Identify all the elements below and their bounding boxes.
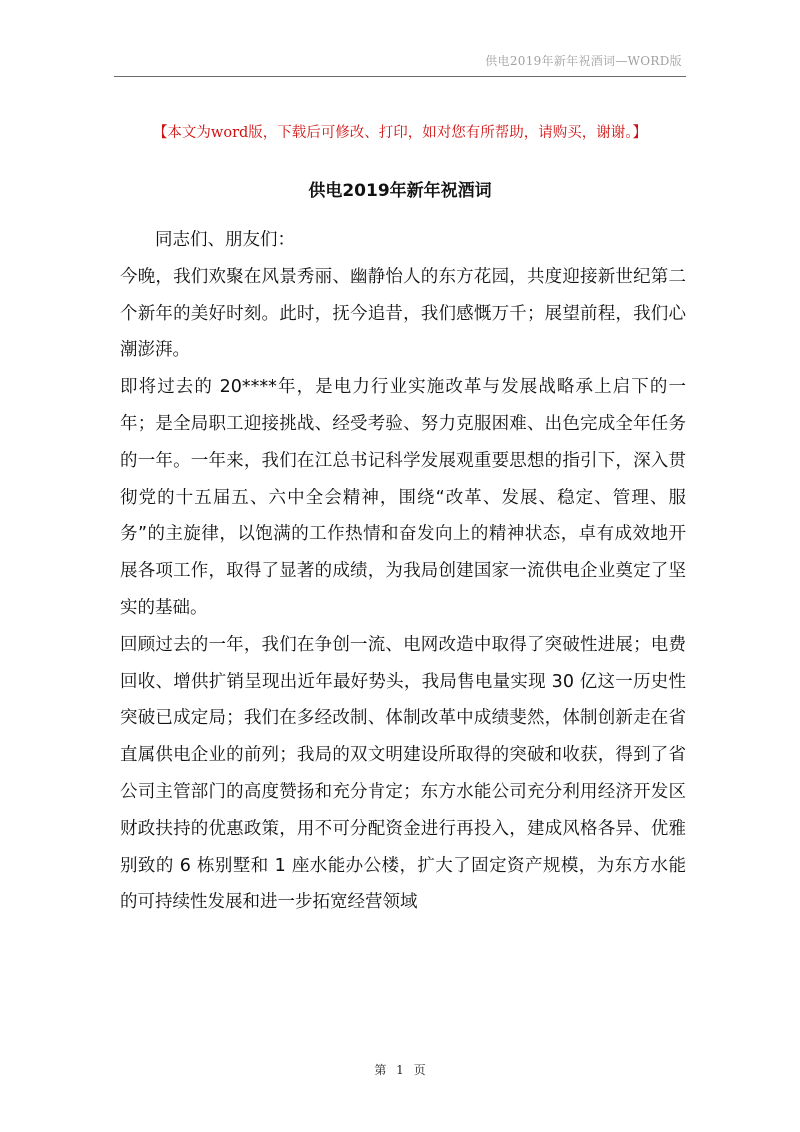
page-label-prefix: 第 — [374, 1063, 387, 1077]
running-header: 供电2019年新年祝酒词—WORD版 — [485, 54, 682, 68]
body-paragraph: 回顾过去的一年，我们在争创一流、电网改造中取得了突破性进展；电费回收、增供扩销呈现出近年最好势头，我局售电量实现 30 亿这一历史性突破已成定局；我们在多经改制、体制改革中成绩斐然，体制创新走在省直属供电企业的前列；我局的双文明建设所取得的突破和收获，得到了省公司主管部门的高度赞扬和充分肯定；东方水能公司充分利用经济开发区财政扶持的优惠政策，用不可分配资金进行再投入，建成风格各异、优雅别致的 6 栋别墅和 1 座水能办公楼，扩大了固定资产规模，为东方水能的可持续性发展和进一步拓宽经营领域 — [120, 634, 686, 913]
body-paragraph: 今晚，我们欢聚在风景秀丽、幽静怡人的东方花园，共度迎接新世纪第二个新年的美好时刻。此时，抚今追昔，我们感慨万千；展望前程，我们心潮澎湃。 — [120, 266, 686, 361]
greeting-paragraph: 同志们、朋友们： — [155, 230, 295, 250]
page-footer — [0, 1061, 800, 1078]
body-paragraph: 即将过去的 20****年，是电力行业实施改革与发展战略承上启下的一年；是全局职工迎接挑战、经受考验、努力克服困难、出色完成全年任务的一年。一年来，我们在江总书记科学发展观重要思想的指引下，深入贯彻党的十五届五、六中全会精神，围绕“改革、发展、稳定、管理、服务”的主旋律，以饱满的工作热情和奋发向上的精神状态，卓有成效地开展各项工作，取得了显著的成绩，为我局创建国家一流供电企业奠定了坚实的基础。 — [120, 377, 686, 618]
document-body — [120, 222, 686, 921]
page-number: 1 — [396, 1063, 404, 1077]
document-title: 供电2019年新年祝酒词 — [308, 181, 492, 201]
purchase-notice: 【本文为word版，下载后可修改、打印，如对您有所帮助，请购买，谢谢。】 — [152, 125, 648, 141]
header-divider — [114, 76, 686, 77]
page-label-suffix: 页 — [413, 1063, 426, 1077]
